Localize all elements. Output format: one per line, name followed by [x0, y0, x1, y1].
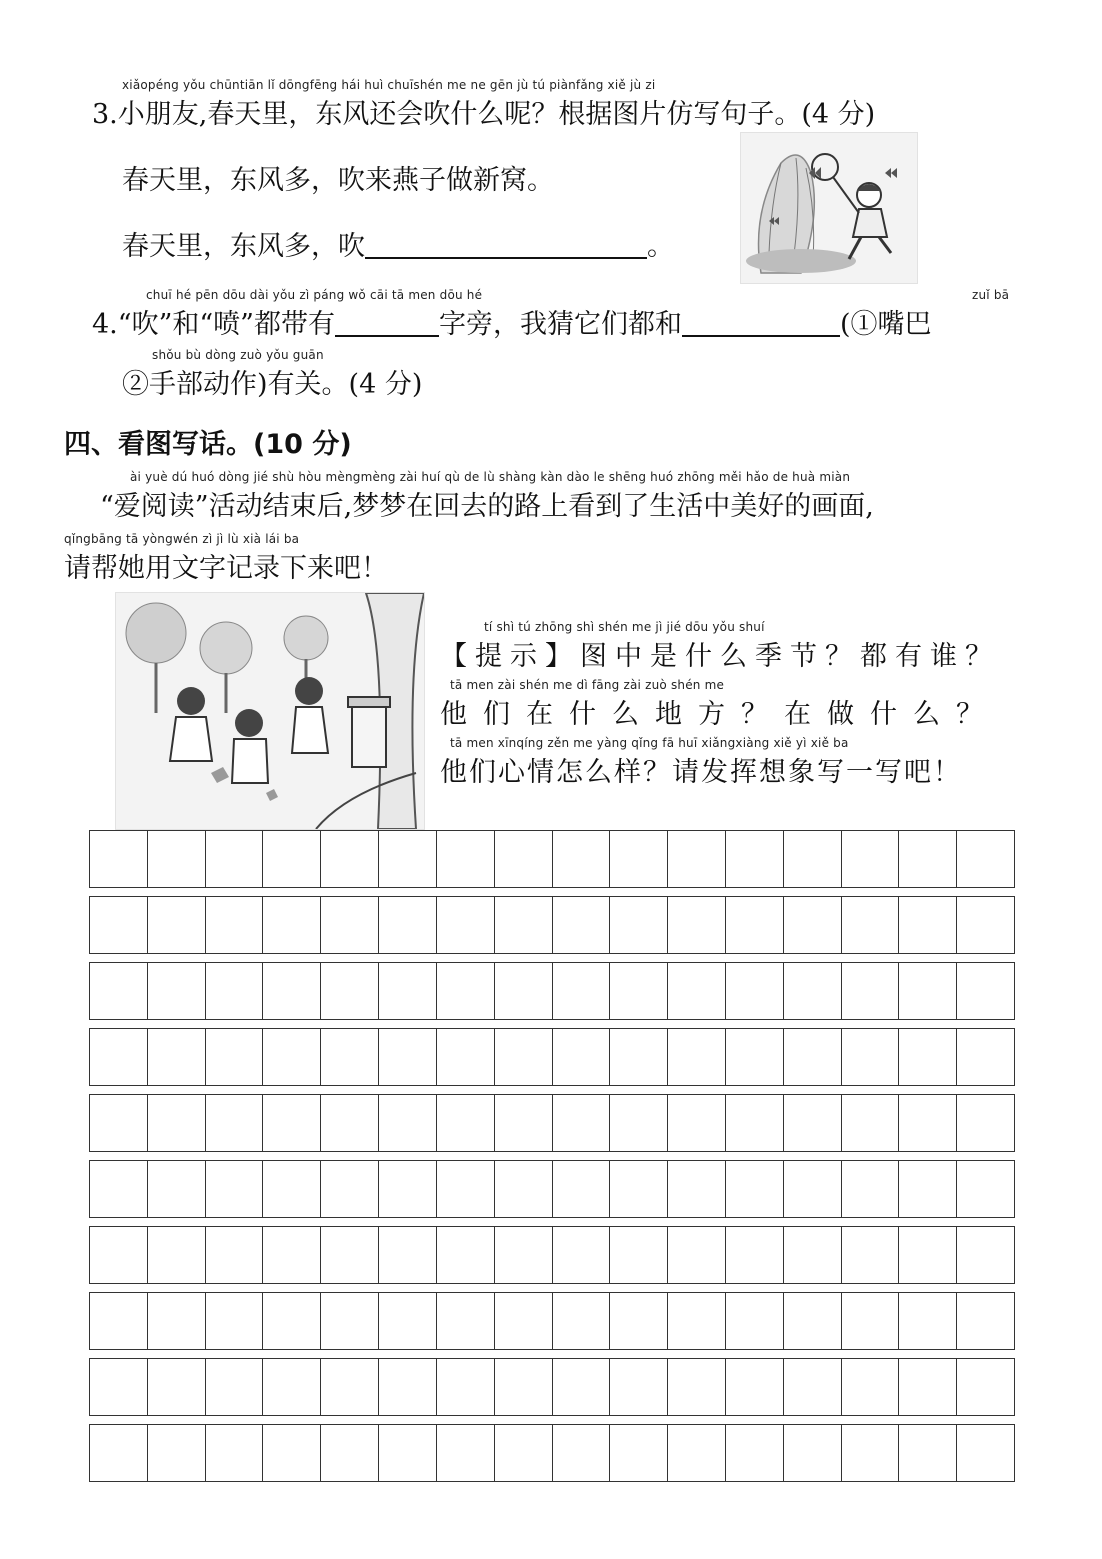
grid-cell[interactable] — [957, 1095, 1014, 1151]
grid-cell[interactable] — [263, 1425, 321, 1481]
grid-cell[interactable] — [379, 1095, 437, 1151]
grid-cell[interactable] — [842, 1095, 900, 1151]
grid-row — [89, 1358, 1015, 1416]
q4-blank-radical[interactable] — [335, 309, 439, 337]
girl-butterfly-icon — [741, 133, 917, 283]
hint-line-2: 他们在什么地方？在做什么？ — [440, 699, 999, 730]
grid-cell[interactable] — [668, 1425, 726, 1481]
grid-cell[interactable] — [90, 1227, 148, 1283]
grid-cell[interactable] — [726, 963, 784, 1019]
grid-cell[interactable] — [90, 1095, 148, 1151]
grid-cell[interactable] — [495, 1161, 553, 1217]
grid-cell[interactable] — [206, 897, 264, 953]
hint-pinyin-3: tā men xīnqíng zěn me yàng qǐng fā huī xiǎngxiàng xiě yì xiě ba — [450, 736, 849, 750]
grid-cell[interactable] — [610, 1029, 668, 1085]
grid-cell[interactable] — [899, 963, 957, 1019]
grid-cell[interactable] — [437, 1095, 495, 1151]
grid-cell[interactable] — [379, 1293, 437, 1349]
grid-cell[interactable] — [726, 897, 784, 953]
grid-cell[interactable] — [842, 1029, 900, 1085]
grid-cell[interactable] — [668, 1029, 726, 1085]
grid-cell[interactable] — [379, 1161, 437, 1217]
grid-cell[interactable] — [726, 1227, 784, 1283]
grid-row — [89, 1160, 1015, 1218]
q3-example: 春天里，东风多，吹来燕子做新窝。 — [122, 165, 554, 196]
grid-cell[interactable] — [206, 831, 264, 887]
spring-illustration — [740, 132, 918, 284]
grid-cell[interactable] — [553, 831, 611, 887]
grid-cell[interactable] — [90, 963, 148, 1019]
grid-cell[interactable] — [784, 1425, 842, 1481]
grid-cell[interactable] — [784, 1161, 842, 1217]
grid-cell[interactable] — [899, 1161, 957, 1217]
grid-cell[interactable] — [957, 1227, 1014, 1283]
grid-cell[interactable] — [726, 1425, 784, 1481]
grid-cell[interactable] — [668, 1095, 726, 1151]
grid-cell[interactable] — [726, 1161, 784, 1217]
grid-cell[interactable] — [668, 963, 726, 1019]
grid-cell[interactable] — [842, 963, 900, 1019]
grid-cell[interactable] — [206, 1359, 264, 1415]
q4-pinyin-1: chuī hé pēn dōu dài yǒu zì páng wǒ cāi tā men dōu hé — [146, 288, 483, 302]
q4-question — [92, 302, 932, 341]
grid-cell[interactable] — [553, 897, 611, 953]
grid-cell[interactable] — [263, 1359, 321, 1415]
grid-cell[interactable] — [610, 1359, 668, 1415]
grid-cell[interactable] — [610, 897, 668, 953]
grid-cell[interactable] — [321, 897, 379, 953]
grid-cell[interactable] — [495, 1425, 553, 1481]
grid-cell[interactable] — [842, 1161, 900, 1217]
grid-cell[interactable] — [668, 897, 726, 953]
grid-cell[interactable] — [553, 1425, 611, 1481]
grid-cell[interactable] — [842, 1293, 900, 1349]
grid-cell[interactable] — [899, 1293, 957, 1349]
grid-cell[interactable] — [784, 897, 842, 953]
grid-cell[interactable] — [553, 1293, 611, 1349]
grid-cell[interactable] — [263, 831, 321, 887]
grid-cell[interactable] — [899, 1095, 957, 1151]
grid-cell[interactable] — [321, 1095, 379, 1151]
grid-cell[interactable] — [206, 1425, 264, 1481]
grid-cell[interactable] — [957, 1425, 1014, 1481]
grid-cell[interactable] — [263, 1161, 321, 1217]
grid-cell[interactable] — [610, 1425, 668, 1481]
grid-cell[interactable] — [610, 1227, 668, 1283]
grid-cell[interactable] — [957, 1161, 1014, 1217]
grid-cell[interactable] — [263, 897, 321, 953]
grid-cell[interactable] — [90, 897, 148, 953]
q3-answer-blank[interactable] — [365, 231, 647, 259]
park-illustration — [115, 592, 425, 830]
grid-cell[interactable] — [726, 1359, 784, 1415]
q3-question — [92, 92, 875, 131]
q3-text: 小朋友,春天里，东风还会吹什么呢？根据图片仿写句子。(4 分) — [117, 99, 876, 130]
grid-cell[interactable] — [148, 963, 206, 1019]
grid-row — [89, 896, 1015, 954]
grid-cell[interactable] — [379, 1359, 437, 1415]
hint-pinyin-1: tí shì tú zhōng shì shén me jì jié dōu yǒu shuí — [484, 620, 765, 634]
grid-cell[interactable] — [495, 897, 553, 953]
grid-cell[interactable] — [957, 1029, 1014, 1085]
grid-cell[interactable] — [148, 1227, 206, 1283]
grid-cell[interactable] — [148, 1095, 206, 1151]
grid-cell[interactable] — [437, 1161, 495, 1217]
grid-cell[interactable] — [379, 831, 437, 887]
grid-cell[interactable] — [321, 1425, 379, 1481]
grid-cell[interactable] — [842, 1425, 900, 1481]
grid-cell[interactable] — [263, 1227, 321, 1283]
grid-cell[interactable] — [437, 963, 495, 1019]
grid-cell[interactable] — [495, 831, 553, 887]
grid-cell[interactable] — [899, 831, 957, 887]
grid-cell[interactable] — [379, 1029, 437, 1085]
grid-cell[interactable] — [321, 1293, 379, 1349]
q4-text-a: “吹”和“喷”都带有 — [117, 309, 335, 340]
grid-cell[interactable] — [726, 1293, 784, 1349]
q4-pinyin-1-right: zuǐ bā — [972, 288, 1010, 302]
grid-cell[interactable] — [437, 1293, 495, 1349]
grid-cell[interactable] — [263, 1029, 321, 1085]
grid-cell[interactable] — [379, 1227, 437, 1283]
grid-cell[interactable] — [90, 1029, 148, 1085]
q3-prompt — [122, 224, 674, 263]
grid-cell[interactable] — [899, 1029, 957, 1085]
q4-text-b: 字旁，我猜它们都和 — [438, 309, 682, 340]
grid-row — [89, 1424, 1015, 1482]
grid-cell[interactable] — [553, 963, 611, 1019]
grid-cell[interactable] — [437, 1029, 495, 1085]
grid-cell[interactable] — [957, 1293, 1014, 1349]
grid-cell[interactable] — [610, 963, 668, 1019]
grid-cell[interactable] — [495, 1359, 553, 1415]
grid-row — [89, 1094, 1015, 1152]
q3-prompt-end: 。 — [647, 231, 674, 262]
writing-grid[interactable] — [89, 830, 1015, 1490]
grid-cell[interactable] — [148, 1293, 206, 1349]
grid-cell[interactable] — [553, 1359, 611, 1415]
grid-cell[interactable] — [842, 1227, 900, 1283]
grid-cell[interactable] — [726, 1029, 784, 1085]
q3-number: 3. — [92, 99, 118, 130]
grid-cell[interactable] — [206, 963, 264, 1019]
grid-cell[interactable] — [610, 831, 668, 887]
grid-cell[interactable] — [610, 1095, 668, 1151]
grid-cell[interactable] — [437, 831, 495, 887]
grid-cell[interactable] — [784, 963, 842, 1019]
grid-cell[interactable] — [495, 963, 553, 1019]
q4-number: 4. — [92, 309, 118, 340]
section4-text-2: 请帮她用文字记录下来吧！ — [64, 553, 388, 584]
grid-cell[interactable] — [957, 831, 1014, 887]
section4-pinyin-1: ài yuè dú huó dòng jié shù hòu mèngmèng zài huí qù de lù shàng kàn dào le shēng huó zhōng měi hǎo de huà miàn — [130, 470, 851, 484]
grid-cell[interactable] — [726, 1095, 784, 1151]
grid-cell[interactable] — [437, 897, 495, 953]
q4-text-c: (①嘴巴 — [839, 309, 932, 340]
grid-cell[interactable] — [784, 1293, 842, 1349]
grid-cell[interactable] — [784, 831, 842, 887]
grid-cell[interactable] — [148, 1425, 206, 1481]
q4-blank-choice[interactable] — [682, 309, 840, 337]
grid-cell[interactable] — [263, 1293, 321, 1349]
grid-cell[interactable] — [321, 1227, 379, 1283]
grid-cell[interactable] — [842, 897, 900, 953]
grid-cell[interactable] — [495, 1029, 553, 1085]
grid-cell[interactable] — [495, 1293, 553, 1349]
grid-row — [89, 830, 1015, 888]
grid-cell[interactable] — [437, 1425, 495, 1481]
grid-cell[interactable] — [263, 1095, 321, 1151]
grid-cell[interactable] — [206, 1293, 264, 1349]
grid-row — [89, 1292, 1015, 1350]
grid-cell[interactable] — [668, 1293, 726, 1349]
grid-cell[interactable] — [148, 831, 206, 887]
q3-pinyin: xiǎopéng yǒu chūntiān lǐ dōngfēng hái huì chuīshén me ne gēn jù tú piànfǎng xiě jù zi — [122, 78, 656, 92]
grid-cell[interactable] — [668, 1161, 726, 1217]
section4-pinyin-2: qǐngbāng tā yòngwén zì jì lù xià lái ba — [64, 532, 300, 546]
grid-cell[interactable] — [321, 1359, 379, 1415]
grid-cell[interactable] — [206, 1161, 264, 1217]
grid-cell[interactable] — [495, 1227, 553, 1283]
grid-cell[interactable] — [90, 1425, 148, 1481]
grid-cell[interactable] — [842, 1359, 900, 1415]
q4-pinyin-2: shǒu bù dòng zuò yǒu guān — [152, 348, 324, 362]
grid-cell[interactable] — [379, 963, 437, 1019]
grid-cell[interactable] — [842, 831, 900, 887]
hint-pinyin-2: tā men zài shén me dì fāng zài zuò shén me — [450, 678, 725, 692]
grid-cell[interactable] — [321, 1161, 379, 1217]
grid-cell[interactable] — [899, 1227, 957, 1283]
q4-text-d: ②手部动作)有关。(4 分) — [122, 369, 423, 400]
grid-cell[interactable] — [321, 831, 379, 887]
grid-cell[interactable] — [148, 1029, 206, 1085]
grid-row — [89, 1028, 1015, 1086]
grid-cell[interactable] — [553, 1161, 611, 1217]
grid-cell[interactable] — [957, 897, 1014, 953]
grid-cell[interactable] — [899, 897, 957, 953]
grid-cell[interactable] — [206, 1095, 264, 1151]
grid-cell[interactable] — [90, 1161, 148, 1217]
grid-cell[interactable] — [263, 963, 321, 1019]
grid-cell[interactable] — [899, 1359, 957, 1415]
grid-cell[interactable] — [148, 1161, 206, 1217]
grid-cell[interactable] — [610, 1293, 668, 1349]
grid-cell[interactable] — [90, 831, 148, 887]
grid-cell[interactable] — [784, 1095, 842, 1151]
grid-cell[interactable] — [206, 1227, 264, 1283]
grid-cell[interactable] — [668, 1227, 726, 1283]
grid-cell[interactable] — [148, 1359, 206, 1415]
grid-cell[interactable] — [553, 1227, 611, 1283]
grid-cell[interactable] — [553, 1095, 611, 1151]
grid-cell[interactable] — [379, 897, 437, 953]
grid-cell[interactable] — [495, 1095, 553, 1151]
hint-line-1: 【提示】图中是什么季节？都有谁？ — [440, 641, 1000, 672]
grid-cell[interactable] — [437, 1227, 495, 1283]
section4-title: 四、看图写话。(10 分) — [64, 429, 352, 460]
grid-cell[interactable] — [90, 1293, 148, 1349]
grid-cell[interactable] — [206, 1029, 264, 1085]
q3-prompt-start: 春天里，东风多，吹 — [122, 231, 365, 262]
hint-line-3: 他们心情怎么样？请发挥想象写一写吧！ — [440, 757, 962, 788]
grid-cell[interactable] — [784, 1227, 842, 1283]
grid-row — [89, 962, 1015, 1020]
grid-cell[interactable] — [148, 897, 206, 953]
grid-cell[interactable] — [321, 1029, 379, 1085]
grid-cell[interactable] — [321, 963, 379, 1019]
grid-cell[interactable] — [784, 1029, 842, 1085]
grid-cell[interactable] — [668, 1359, 726, 1415]
grid-cell[interactable] — [553, 1029, 611, 1085]
grid-cell[interactable] — [899, 1425, 957, 1481]
grid-cell[interactable] — [437, 1359, 495, 1415]
grid-cell[interactable] — [610, 1161, 668, 1217]
section4-text-1: “爱阅读”活动结束后,梦梦在回去的路上看到了生活中美好的画面, — [100, 491, 874, 522]
grid-cell[interactable] — [957, 963, 1014, 1019]
children-park-icon — [116, 593, 424, 829]
grid-row — [89, 1226, 1015, 1284]
grid-cell[interactable] — [668, 831, 726, 887]
grid-cell[interactable] — [379, 1425, 437, 1481]
grid-cell[interactable] — [957, 1359, 1014, 1415]
grid-cell[interactable] — [90, 1359, 148, 1415]
grid-cell[interactable] — [726, 831, 784, 887]
grid-cell[interactable] — [784, 1359, 842, 1415]
